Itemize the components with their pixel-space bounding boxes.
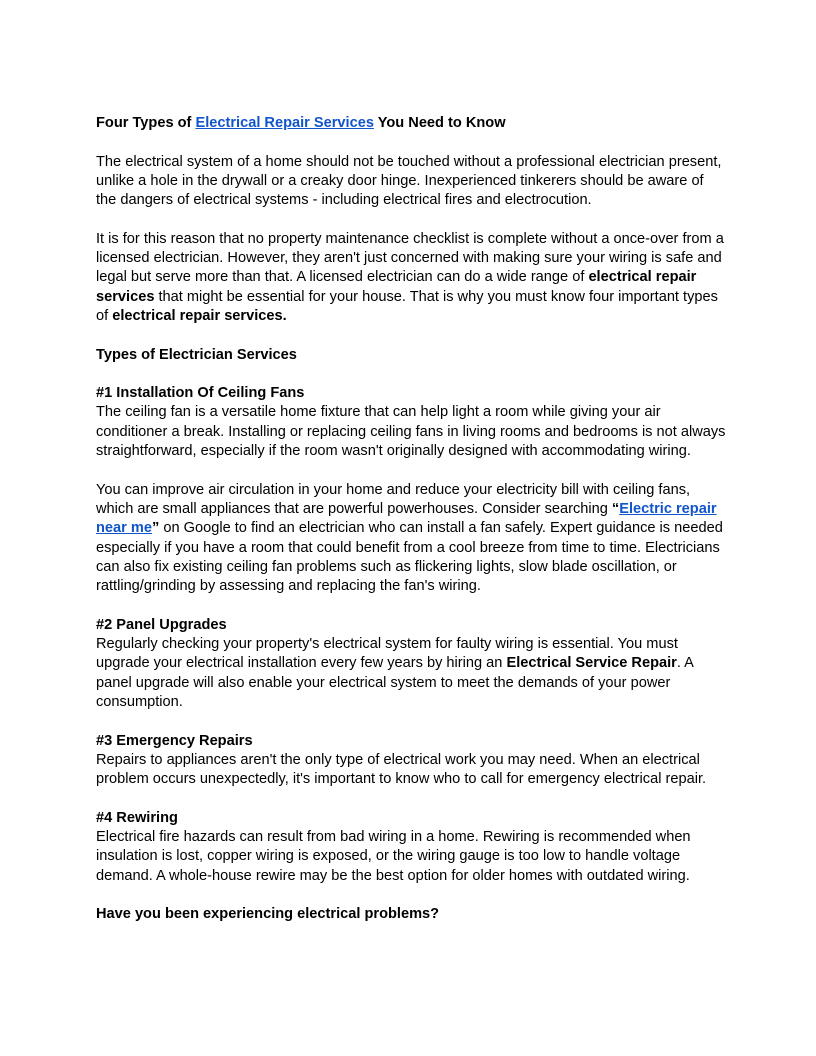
- section-1-body: The ceiling fan is a versatile home fixture that can help light a room while giving your air conditioner a break. Installing or replacing ceiling fans in living rooms and bedrooms is not always straightforward, especially if the room wasn't originally designed with accommodating wiring.: [96, 404, 726, 460]
- closing-question: Have you been experiencing electrical problems?: [96, 906, 440, 923]
- s2-text-1: Regularly checking your property's electrical system for faulty wiring is essential. You must upgrade your electrical installation every few years by hiring an: [96, 636, 678, 672]
- section-3-body: Repairs to appliances aren't the only type of electrical work you may need. When an electrical problem occurs unexpectedly, it's important to know who to call for emergency electrical repair.: [96, 751, 707, 788]
- s2-bold: Electrical Service Repair: [506, 655, 677, 672]
- section-1-paragraph-2: [96, 481, 726, 597]
- spacer: [96, 712, 726, 731]
- electrical-repair-services-link[interactable]: Electrical Repair Services: [195, 115, 374, 131]
- section-1-heading: #1 Installation Of Ceiling Fans: [96, 385, 305, 402]
- s1-p2-close-quote: ”: [151, 520, 160, 537]
- para2-text-2: that might be essential for your house. That is why you must know four important types of: [96, 288, 718, 324]
- section-2-body: [96, 635, 726, 712]
- licensed-electrician-paragraph: [96, 230, 726, 326]
- s1-p2-open-quote: “: [611, 500, 620, 517]
- electric-repair-near-me-link[interactable]: Electric repair near me: [96, 500, 717, 537]
- section-4-heading: #4 Rewiring: [96, 809, 178, 826]
- spacer: [96, 133, 726, 152]
- s1-p2-text-1: You can improve air circulation in your home and reduce your electricity bill with ceiling fans, which are small appliances that are powerful powerhouses. Consider searching: [96, 481, 691, 517]
- spacer: [96, 326, 726, 345]
- s1-p2-text-2: on Google to find an electrician who can install a fan safely. Expert guidance is needed especially if you have a room that could benefit from a cool breeze from time to time. Electricians can also fix existing ceiling fan problems such as flickering lights, slow blade oscillation, or rattling/grinding by assessing and replacing the fan's wiring.: [96, 520, 723, 595]
- title-prefix: Four Types of: [96, 115, 196, 131]
- spacer: [96, 789, 726, 808]
- spacer: [96, 461, 726, 480]
- section-heading: Types of Electrician Services: [96, 346, 297, 363]
- section-4-body: Electrical fire hazards can result from bad wiring in a home. Rewiring is recommended when insulation is lost, copper wiring is exposed, or the wiring gauge is too low to handle voltage demand. A whole-house rewire may be the best option for older homes with outdated wiring.: [96, 828, 691, 884]
- s2-text-2: . A panel upgrade will also enable your electrical system to meet the demands of your power consumption.: [96, 655, 694, 710]
- section-2-heading: #2 Panel Upgrades: [96, 616, 227, 633]
- spacer: [96, 596, 726, 615]
- section-3-heading: #3 Emergency Repairs: [96, 732, 253, 749]
- para2-bold-1: electrical repair services: [96, 269, 697, 305]
- document-title: [96, 114, 726, 133]
- spacer: [96, 210, 726, 229]
- spacer: [96, 365, 726, 384]
- spacer: [96, 886, 726, 905]
- para2-bold-2: electrical repair services.: [112, 307, 287, 324]
- intro-paragraph: The electrical system of a home should not be touched without a professional electrician present, unlike a hole in the drywall or a creaky door hinge. Inexperienced tinkerers should be aware of the dangers of electrical systems - including electrical fires and electrocution.: [96, 153, 722, 209]
- para2-text-1: It is for this reason that no property maintenance checklist is complete without a once-over from a licensed electrician. However, they aren't just concerned with making sure your wiring is safe and legal but serve more than that. A licensed electrician can do a wide range of: [96, 230, 724, 286]
- title-suffix: You Need to Know: [373, 115, 506, 131]
- document-page: [96, 114, 726, 924]
